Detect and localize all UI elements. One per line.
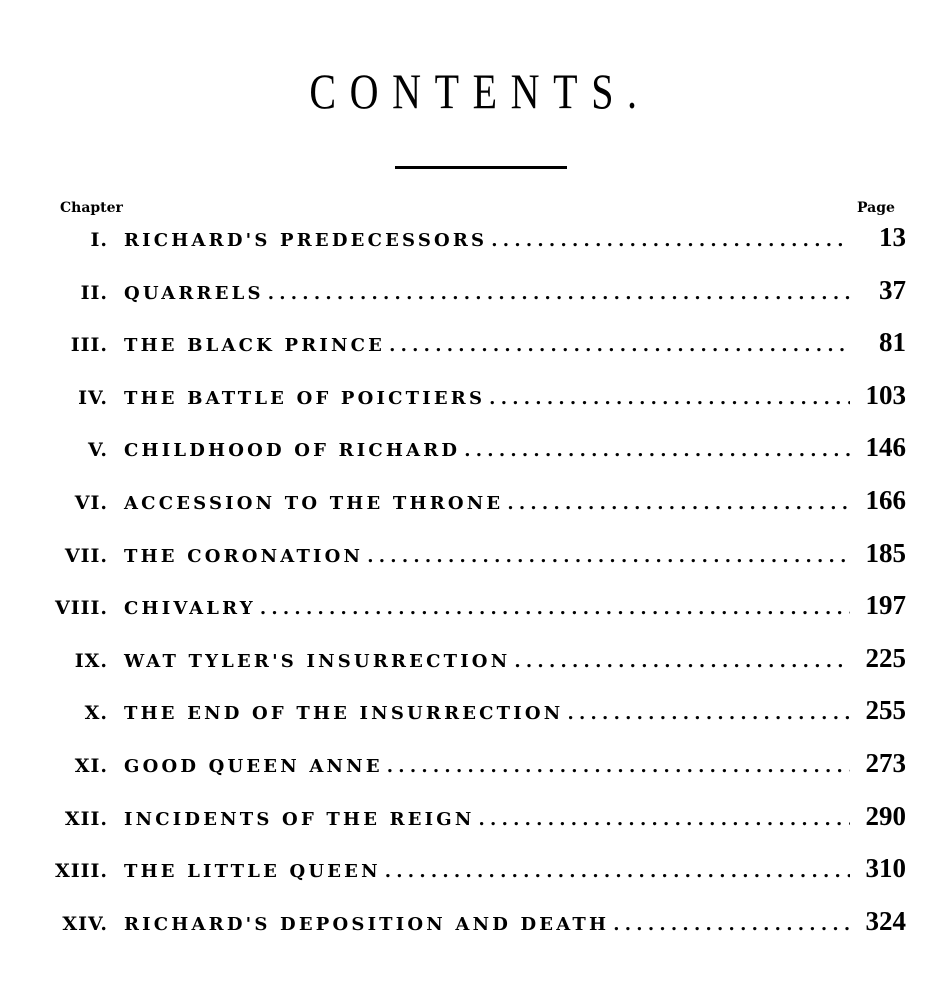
chapter-number: IV. [78,386,108,409]
page-number: 273 [865,748,906,778]
dot-leader [514,651,850,672]
page-number: 185 [865,537,906,568]
page-number: 37 [879,274,906,305]
chapter-title: CHILDHOOD OF RICHARD [124,440,461,462]
page-number: 103 [865,379,906,410]
title-rule [395,166,567,169]
chapter-title: QUARRELS [124,282,264,304]
toc-entry [40,906,906,946]
chapter-number: VII. [64,544,108,567]
page-number: 290 [865,800,906,831]
chapter-title: THE END OF THE INSURRECTION [124,703,564,725]
chapter-title: THE LITTLE QUEEN [124,861,381,883]
chapter-title: THE BLACK PRINCE [124,335,386,357]
chapter-title: GOOD QUEEN ANNE [124,756,383,777]
chapter-number: II. [80,281,108,304]
page-title: CONTENTS. [309,63,651,119]
dot-leader [613,914,850,935]
chapter-title: THE CORONATION [124,545,364,567]
toc-entry [40,590,906,630]
dot-leader [389,335,850,356]
dot-leader [260,598,850,619]
chapter-number: IX. [74,649,108,672]
toc-entry [40,538,906,578]
toc-entry [40,748,906,788]
chapter-number: VIII. [54,597,108,620]
page-number: 81 [879,327,906,358]
dot-leader [491,230,850,251]
chapter-title: INCIDENTS OF THE REIGN [124,808,475,830]
chapter-title: RICHARD'S DEPOSITION AND DEATH [124,913,610,935]
page-number: 13 [879,222,906,252]
dot-leader [367,546,850,567]
toc-entry [40,695,906,735]
chapter-header: Chapter [60,200,123,216]
toc-entry [40,853,906,893]
chapter-number: XIV. [62,912,108,935]
dot-leader [507,493,850,514]
page-number: 324 [865,905,906,936]
chapter-title: CHIVALRY [124,598,256,620]
toc-entry [40,643,906,683]
chapter-title: WAT TYLER'S INSURRECTION [124,650,511,672]
page-number: 197 [865,590,906,621]
chapter-number: XI. [74,755,108,777]
chapter-title: ACCESSION TO THE THRONE [124,493,504,514]
chapter-number: X. [84,702,108,725]
chapter-number: XIII. [54,860,108,883]
chapter-number: V. [87,439,108,462]
toc-entry [40,327,906,367]
dot-leader [385,861,850,882]
toc-entry [40,380,906,420]
chapter-title: RICHARD'S PREDECESSORS [124,230,488,251]
toc-entry [40,275,906,315]
toc-entry [40,432,906,472]
chapter-number: III. [70,334,108,357]
dot-leader [387,756,850,777]
dot-leader [479,809,851,830]
page-header: Page [857,200,895,216]
page-number: 310 [865,853,906,884]
dot-leader [489,388,850,409]
dot-leader [464,440,850,461]
dot-leader [567,703,850,724]
page-number: 146 [865,432,906,463]
chapter-title: THE BATTLE OF POICTIERS [124,387,486,409]
page-number: 255 [865,695,906,726]
page-number: 225 [865,642,906,673]
toc-entry [40,222,906,262]
chapter-number: I. [90,229,108,251]
toc-entry [40,801,906,841]
chapter-number: XII. [64,807,108,830]
toc-entry [40,485,906,525]
dot-leader [268,283,850,304]
page-number: 166 [865,485,906,515]
chapter-number: VI. [74,492,108,514]
